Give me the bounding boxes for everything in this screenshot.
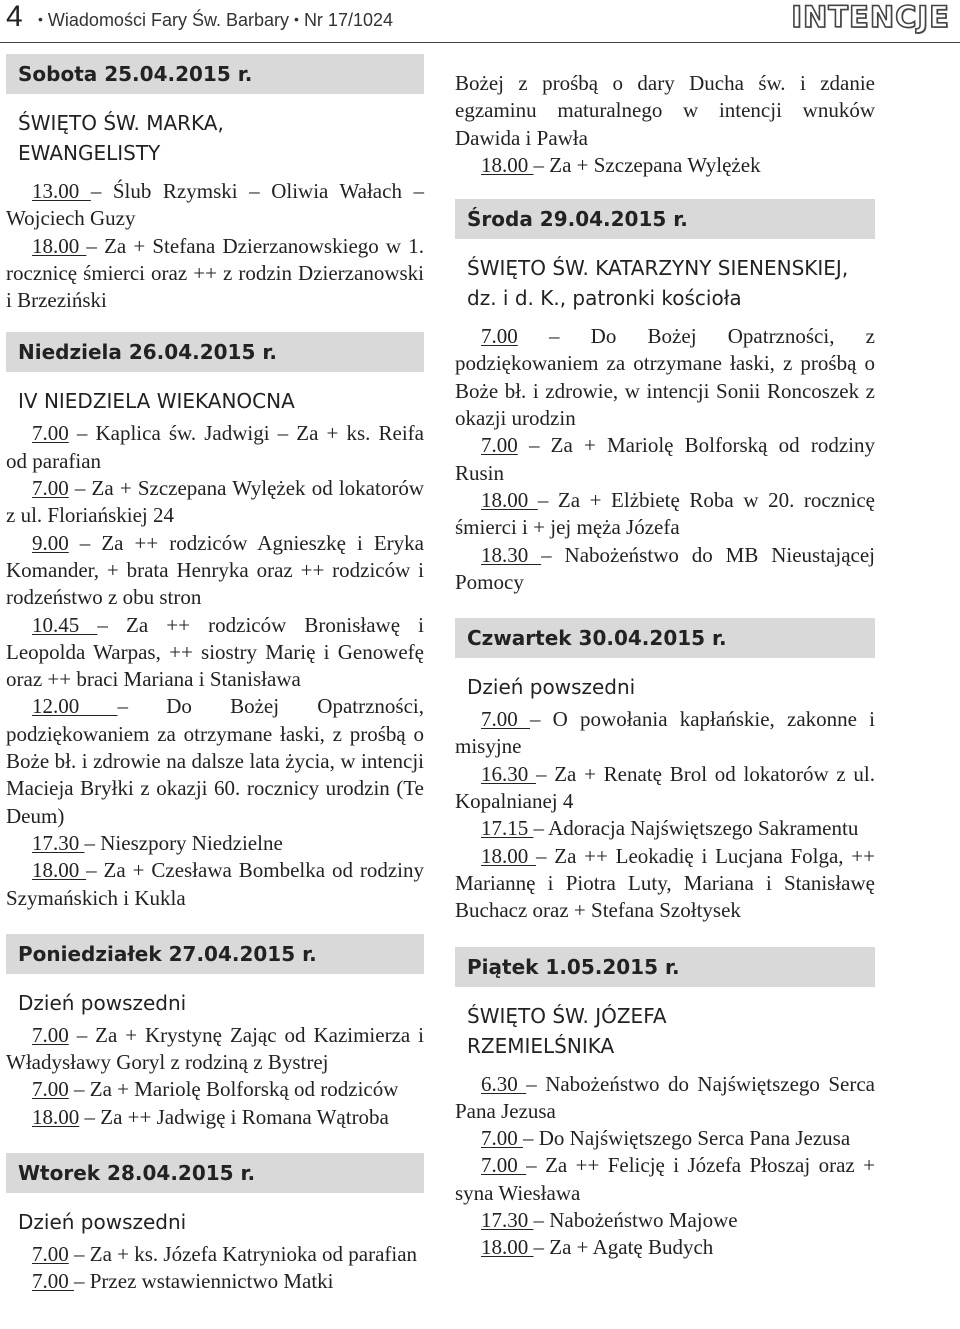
intention-entry xyxy=(455,843,875,925)
intention-entry xyxy=(6,233,424,315)
intention-text: – Za + Elżbietę Roba w 20. rocznicę śmierci i + jej męża Józefa xyxy=(455,487,876,540)
mass-time: 18.00 xyxy=(32,1104,80,1129)
intention-text: – Za ++ Jadwigę i Romana Wątroba xyxy=(79,1104,389,1129)
intention-entry xyxy=(6,857,424,912)
day-heading-thursday: Czwartek 30.04.2015 r. xyxy=(455,618,875,658)
intention-entry xyxy=(455,1152,875,1207)
intention-entry xyxy=(455,432,875,487)
intention-text: – Nabożeństwo Majowe xyxy=(533,1208,738,1233)
intention-text: – Za + Agatę Budych xyxy=(533,1235,714,1260)
day-heading-monday: Poniedziałek 27.04.2015 r. xyxy=(6,934,424,974)
mass-time: 7.00 xyxy=(481,1153,527,1178)
right-column xyxy=(455,70,875,1262)
mass-time: 18.00 xyxy=(481,843,537,868)
feast-sunday: IV NIEDZIELA WIEKANOCNA xyxy=(18,389,295,414)
mass-time: 7.00 xyxy=(481,707,530,732)
mass-time: 7.00 xyxy=(481,324,518,349)
feast-monday: Dzień powszedni xyxy=(18,990,187,1015)
intention-text: – Przez wstawiennictwo Matki xyxy=(74,1269,334,1294)
mass-time: 12.00 xyxy=(32,694,118,719)
mass-time: 7.00 xyxy=(32,421,69,446)
mass-time: 9.00 xyxy=(32,530,69,555)
intention-text: – Do Bożej Opatrzności, z podziękowaniem za otrzymane łaski, z prośbą o Boże bł. i zdrowie, w intencji Sonii Roncoszek z okazji urodzin xyxy=(455,324,875,431)
mass-time: 7.00 xyxy=(32,1242,69,1267)
intention-entry xyxy=(6,1241,424,1268)
mass-time: 7.00 xyxy=(481,1126,523,1151)
intention-entry xyxy=(6,420,424,475)
intention-entry xyxy=(455,761,875,816)
intention-entry xyxy=(455,1234,875,1261)
intention-entry xyxy=(455,1071,875,1126)
day-heading-tuesday: Wtorek 28.04.2015 r. xyxy=(6,1153,424,1193)
mass-time: 16.30 xyxy=(481,761,536,786)
mass-time: 10.45 xyxy=(32,612,98,637)
intention-text: – Za + Mariolę Bolforską od rodziny Rusin xyxy=(455,433,875,485)
mass-time: 17.30 xyxy=(32,830,85,855)
publication-name: Wiadomości Fary Św. Barbary xyxy=(47,10,289,30)
mass-time: 7.00 xyxy=(32,1022,69,1047)
feast-tuesday: Dzień powszedni xyxy=(18,1210,187,1235)
intention-entry xyxy=(455,815,875,842)
mass-time: 7.00 xyxy=(32,1269,74,1294)
mass-time: 7.00 xyxy=(32,476,69,501)
intention-text: – O powołania kapłańskie, zakonne i misyjne xyxy=(455,707,876,759)
intention-entry xyxy=(6,1076,424,1103)
mass-time: 18.30 xyxy=(481,542,542,567)
intention-text: – Za + Szczepana Wylężek xyxy=(533,152,761,177)
bullet-2: • xyxy=(294,11,299,27)
intention-text: – Za + Szczepana Wylężek od lokatorów z ul. Floriańskiej 24 xyxy=(6,476,424,528)
intention-entry xyxy=(6,693,424,829)
intention-entry xyxy=(6,830,424,857)
intention-entry xyxy=(455,323,875,432)
intention-entry xyxy=(6,530,424,612)
intention-entry xyxy=(455,487,875,542)
mass-time: 17.15 xyxy=(481,816,534,841)
intention-entry xyxy=(6,612,424,694)
mass-time: 18.00 xyxy=(481,152,534,177)
intention-text: – Nabożeństwo do MB Nieustającej Pomocy xyxy=(455,542,876,594)
mass-time: 17.30 xyxy=(481,1208,534,1233)
header-rule xyxy=(0,42,960,43)
mass-time: 18.00 xyxy=(32,233,87,258)
mass-time: 18.00 xyxy=(481,1235,534,1260)
left-column xyxy=(6,54,424,1296)
feast-wednesday: ŚWIĘTO ŚW. KATARZYNY SIENENSKIEJ, dz. i d. K., patronki kościoła xyxy=(467,256,849,311)
page-header xyxy=(0,0,960,44)
intention-text: – Za + Krystynę Zając od Kazimierza i Władysławy Goryl z rodziną z Bystrej xyxy=(6,1022,424,1075)
bullet-1: • xyxy=(38,11,43,27)
feast-thursday: Dzień powszedni xyxy=(467,675,636,700)
mass-time: 18.00 xyxy=(32,858,87,883)
mass-time: 7.00 xyxy=(32,1077,69,1102)
intention-text: – Do Najświętszego Serca Pana Jezusa xyxy=(523,1126,851,1151)
section-title: INTENCJE xyxy=(791,0,950,34)
mass-time: 13.00 xyxy=(32,179,91,203)
feast-friday: ŚWIĘTO ŚW. JÓZEFA RZEMIELŚNIKA xyxy=(467,1003,667,1058)
intention-text: – Za ++ rodziców Agnieszkę i Eryka Komander, + brata Henryka oraz ++ rodziców i rodzeństwo z obu stron xyxy=(6,530,424,610)
intention-text: – Za + Renatę Brol od lokatorów z ul. Kopalnianej 4 xyxy=(455,761,876,814)
running-title xyxy=(38,10,393,31)
intention-text: – Ślub Rzymski – Oliwia Wałach – Wojciech Guzy xyxy=(6,179,425,231)
issue-number: Nr 17/1024 xyxy=(303,10,393,30)
intention-text: – Za + Mariolę Bolforską od rodziców xyxy=(68,1077,399,1102)
intention-entry xyxy=(6,1022,424,1077)
intention-entry xyxy=(6,1104,424,1131)
day-heading-friday: Piątek 1.05.2015 r. xyxy=(455,947,875,987)
intention-entry xyxy=(455,1207,875,1234)
intention-entry xyxy=(455,152,875,179)
intention-text: – Za ++ Leokadię i Lucjana Folga, ++ Mariannę i Piotra Luty, Mariana i Stanisławę Buchacz oraz + Stefana Szołtysek xyxy=(455,843,875,923)
feast-saturday: ŚWIĘTO ŚW. MARKA, EWANGELISTY xyxy=(18,111,224,165)
intention-text: – Za ++ Felicję i Józefa Płoszaj oraz + syna Wiesława xyxy=(455,1153,875,1205)
intention-entry xyxy=(6,178,424,233)
intention-entry xyxy=(6,1268,424,1295)
intention-entry xyxy=(455,1125,875,1152)
intention-text: – Adoracja Najświętszego Sakramentu xyxy=(533,816,859,841)
day-heading-saturday: Sobota 25.04.2015 r. xyxy=(6,54,424,94)
day-heading-sunday: Niedziela 26.04.2015 r. xyxy=(6,332,424,372)
day-heading-wednesday: Środa 29.04.2015 r. xyxy=(455,199,875,239)
intention-text: – Za + ks. Józefa Katrynioka od parafian xyxy=(68,1242,418,1267)
intention-entry xyxy=(455,542,875,597)
intention-text: – Do Bożej Opatrzności, podziękowaniem za otrzymane łaski, z prośbą o Boże bł. i zdrowie na dalsze lata życia, w intencji Macieja Bryłki z okazji 60. rocznicy urodzin (Te Deum) xyxy=(6,694,424,828)
intention-entry xyxy=(6,475,424,530)
intention-text: – Za ++ rodziców Bronisławę i Leopolda Warpas, ++ siostry Marię i Genowefę oraz ++ braci Mariana i Stanisława xyxy=(6,612,425,692)
mass-time: 7.00 xyxy=(481,433,518,458)
intention-text: – Nabożeństwo do Najświętszego Serca Pana Jezusa xyxy=(455,1071,875,1123)
mass-time: 6.30 xyxy=(481,1071,527,1096)
intention-entry xyxy=(455,706,875,761)
page-number: 4 xyxy=(6,0,23,33)
intention-text: – Za + Stefana Dzierzanowskiego w 1. rocznicę śmierci oraz ++ z rodzin Dzierzanowski i Brzeziński xyxy=(6,233,424,313)
mass-time: 18.00 xyxy=(481,487,538,512)
intention-continuation: Bożej z prośbą o dary Ducha św. i zdanie egzaminu maturalnego w intencji wnuków Dawida i Pawła xyxy=(455,71,875,150)
intention-text: – Nieszpory Niedzielne xyxy=(84,830,283,855)
intention-text: – Za + Czesława Bombelka od rodziny Szymańskich i Kukla xyxy=(6,858,425,910)
intention-text: – Kaplica św. Jadwigi – Za + ks. Reifa od parafian xyxy=(6,421,424,473)
